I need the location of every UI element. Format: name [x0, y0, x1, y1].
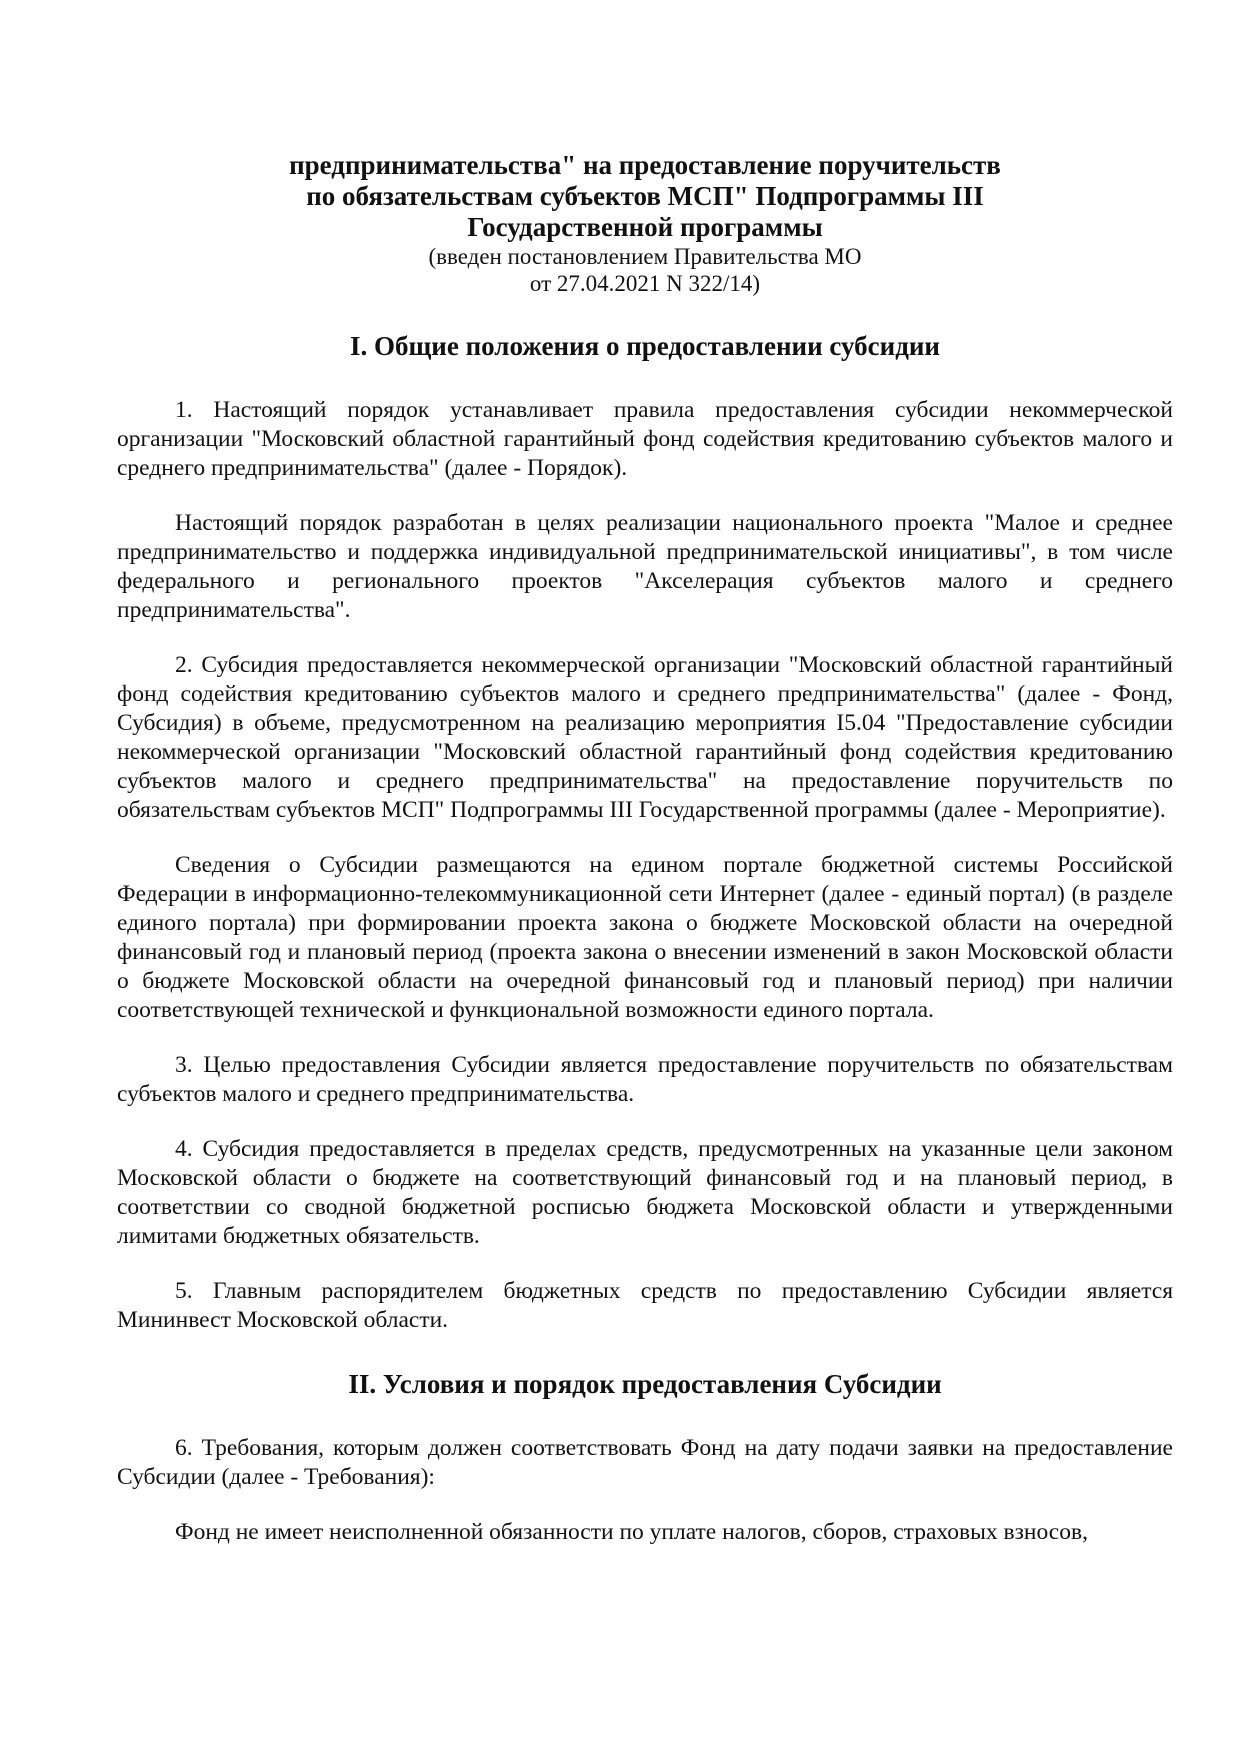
- document-title-block: [117, 150, 1173, 297]
- paragraph: 1. Настоящий порядок устанавливает правила предоставления субсидии некоммерческой организации "Московский областной гарантийный фонд содействия кредитованию субъектов малого и среднего предпринимательства" (далее - Порядок).: [117, 397, 1173, 481]
- amendment-note-line: от 27.04.2021 N 322/14): [529, 271, 761, 296]
- paragraph: Фонд не имеет неисполненной обязанности по уплате налогов, сборов, страховых взносов,: [175, 1519, 1088, 1545]
- paragraph: Сведения о Субсидии размещаются на едином портале бюджетной системы Российской Федерации в информационно-телекоммуникационной сети Интернет (далее - единый портал) (в разделе единого портала) при формировании проекта закона о бюджете Московской области на очередной финансовый год и плановый период (проекта закона о внесении изменений в закон Московской области о бюджете Московской области на очередной финансовый год и плановый период) при наличии соответствующей технической и функциональной возможности единого портала.: [117, 852, 1173, 1023]
- title-line: Государственной программы: [467, 212, 823, 242]
- paragraph: 4. Субсидия предоставляется в пределах средств, предусмотренных на указанные цели законом Московской области о бюджете на соответствующий финансовый год и на плановый период, в соответствии со сводной бюджетной росписью бюджета Московской области и утвержденными лимитами бюджетных обязательств.: [117, 1136, 1173, 1249]
- section-heading-general-provisions: I. Общие положения о предоставлении субсидии: [350, 331, 940, 361]
- amendment-note-line: (введен постановлением Правительства МО: [428, 244, 862, 269]
- paragraph: 3. Целью предоставления Субсидии является предоставление поручительств по обязательствам субъектов малого и среднего предпринимательства.: [117, 1052, 1173, 1107]
- paragraph: 6. Требования, которым должен соответствовать Фонд на дату подачи заявки на предоставление Субсидии (далее - Требования):: [117, 1435, 1173, 1490]
- title-line: предпринимательства" на предоставление поручительств: [289, 150, 1001, 180]
- document-body: [117, 150, 1173, 1547]
- section-heading-conditions: II. Условия и порядок предоставления Субсидии: [348, 1369, 942, 1399]
- title-line: по обязательствам субъектов МСП" Подпрограммы III: [306, 181, 984, 211]
- paragraph: Настоящий порядок разработан в целях реализации национального проекта "Малое и среднее предпринимательство и поддержка индивидуальной предпринимательской инициативы", в том числе федерального и регионального проектов "Акселерация субъектов малого и среднего предпринимательства".: [117, 510, 1173, 623]
- paragraph: 5. Главным распорядителем бюджетных средств по предоставлению Субсидии является Мининвест Московской области.: [117, 1278, 1173, 1333]
- paragraph: 2. Субсидия предоставляется некоммерческой организации "Московский областной гарантийный фонд содействия кредитованию субъектов малого и среднего предпринимательства" (далее - Фонд, Субсидия) в объеме, предусмотренном на реализацию мероприятия I5.04 "Предоставление субсидии некоммерческой организации "Московский областной гарантийный фонд содействия кредитованию субъектов малого и среднего предпринимательства" на предоставление поручительств по обязательствам субъектов МСП" Подпрограммы III Государственной программы (далее - Мероприятие).: [117, 652, 1173, 823]
